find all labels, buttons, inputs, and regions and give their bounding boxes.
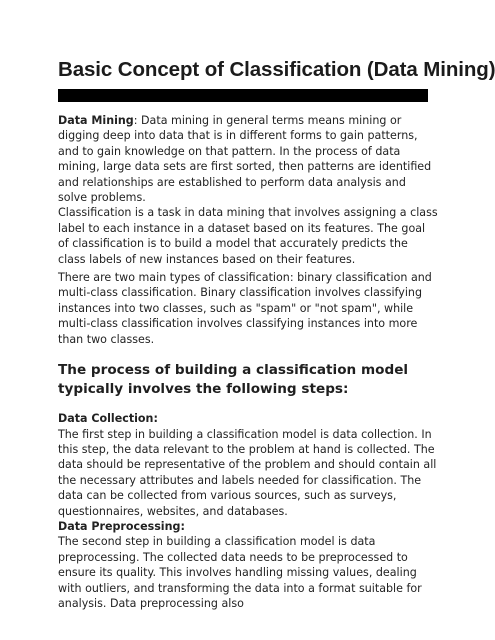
- step-heading-data-collection: Data Collection:: [58, 412, 158, 426]
- intro-paragraph: [58, 113, 438, 205]
- title-divider-bar: [58, 89, 428, 102]
- step-heading-data-preprocessing: Data Preprocessing:: [58, 519, 185, 533]
- classification-paragraph: Classification is a task in data mining that involves assigning a class label to each instance in a dataset based on its features. The goal of classification is to build a model that accurately predicts the class labels of new instances based on their features.: [58, 206, 438, 266]
- intro-text: : Data mining in general terms means mining or digging deep into data that is in different forms to gain patterns, and to gain knowledge on that pattern. In the process of data mining, large data sets are first sorted, then patterns are identified and relationships are established to perform data analysis and solve problems.: [58, 114, 432, 205]
- intro-lead-term: Data Mining: [58, 114, 134, 127]
- document-body: [58, 113, 438, 611]
- document-title: Basic Concept of Classification (Data Mining): [58, 58, 495, 81]
- step-text-data-preprocessing: The second step in building a classification model is data preprocessing. The collected data needs to be preprocessed to ensure its quality. This involves handling missing values, dealing with outliers, and transforming the data into a format suitable for analysis. Data preprocessing also: [58, 535, 422, 610]
- step-text-data-collection: The first step in building a classification model is data collection. In this step, the data relevant to the problem at hand is collected. The data should be representative of the problem and should contain all the necessary attributes and labels needed for classification. The data can be collected from various sources, such as surveys, questionnaires, websites, and databases.: [58, 427, 437, 518]
- process-heading: The process of building a classification model typically involves the following steps:: [58, 362, 409, 398]
- types-paragraph: There are two main types of classification: binary classification and multi-class classification. Binary classification involves classifying instances into two classes, such as "spam" or "not spam", while multi-class classification involves classifying instances into more than two classes.: [58, 271, 432, 346]
